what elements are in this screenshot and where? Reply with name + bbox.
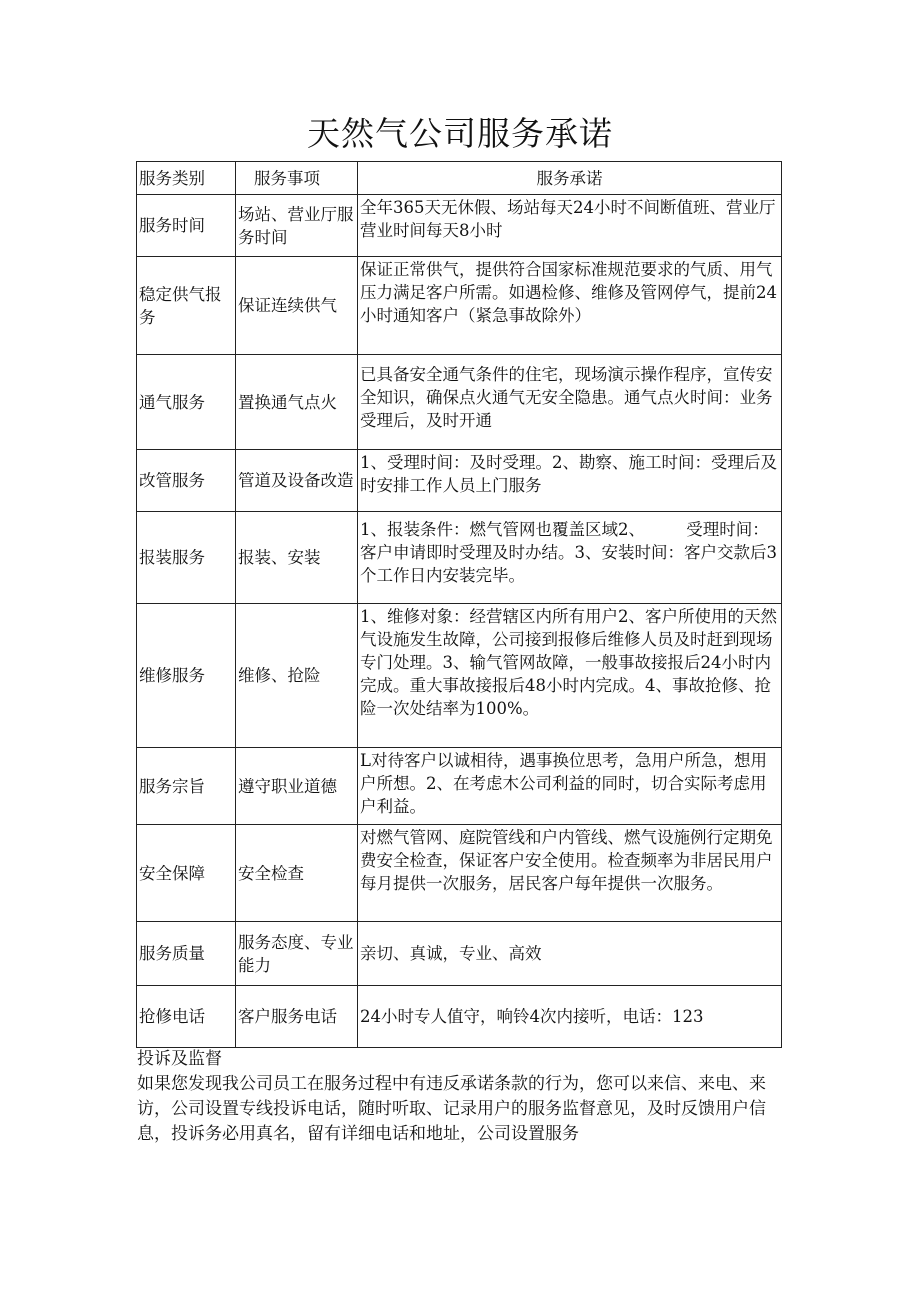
row-category: 通气服务 — [137, 355, 236, 450]
table-row — [137, 195, 782, 257]
page-title: 天然气公司服务承诺 — [307, 114, 613, 153]
header-item: 服务事项 — [236, 162, 358, 195]
table-row — [137, 986, 782, 1048]
table-row — [137, 604, 782, 748]
complaint-body: 如果您发现我公司员工在服务过程中有违反承诺条款的行为，您可以来信、来电、来访，公司设置专线投诉电话，随时听取、记录用户的服务监督意见，及时反馈用户信息，投诉务必用真名，留有详细电话和地址，公司设置服务 — [137, 1074, 766, 1144]
row-item: 维修、抢险 — [236, 604, 358, 748]
row-item: 安全检查 — [236, 825, 358, 922]
row-promise: L对待客户以诚相待，遇事换位思考，急用户所急，想用户所想。2、在考虑木公司利益的同时，切合实际考虑用户利益。 — [358, 748, 782, 825]
row-item: 场站、营业厅服务时间 — [236, 195, 358, 257]
row-promise: 对燃气管网、庭院管线和户内管线、燃气设施例行定期免费安全检查，保证客户安全使用。检查频率为非居民用户每月提供一次服务，居民客户每年提供一次服务。 — [358, 825, 782, 922]
row-item: 遵守职业道德 — [236, 748, 358, 825]
table-row — [137, 450, 782, 512]
row-item: 置换通气点火 — [236, 355, 358, 450]
row-category: 改管服务 — [137, 450, 236, 512]
row-item: 报装、安装 — [236, 512, 358, 604]
row-item: 服务态度、专业能力 — [236, 922, 358, 986]
table-row — [137, 748, 782, 825]
row-promise: 已具备安全通气条件的住宅，现场演示操作程序，宣传安全知识，确保点火通气无安全隐患。通气点火时间：业务受理后，及时开通 — [358, 355, 782, 450]
row-promise: 保证正常供气，提供符合国家标准规范要求的气质、用气压力满足客户所需。如遇检修、维修及管网停气，提前24小时通知客户（紧急事故除外） — [358, 257, 782, 355]
service-commitment-table — [136, 161, 782, 1048]
row-category: 服务质量 — [137, 922, 236, 986]
row-category: 稳定供气报务 — [137, 257, 236, 355]
row-promise: 1、维修对象：经营辖区内所有用户2、客户所使用的天然气设施发生故障，公司接到报修后维修人员及时赶到现场专门处理。3、输气管网故障，一般事故接报后24小时内完成。重大事故接报后48小时内完成。4、事故抢修、抢险一次处结率为100%。 — [358, 604, 782, 748]
header-category: 服务类别 — [137, 162, 236, 195]
row-item: 客户服务电话 — [236, 986, 358, 1048]
table-row — [137, 355, 782, 450]
row-promise: 亲切、真诚，专业、高效 — [358, 922, 782, 986]
complaint-heading: 投诉及监督 — [137, 1049, 222, 1069]
row-promise: 24小时专人值守，响铃4次内接听，电话：123 — [358, 986, 782, 1048]
row-category: 安全保障 — [137, 825, 236, 922]
row-item: 管道及设备改造 — [236, 450, 358, 512]
row-category: 服务时间 — [137, 195, 236, 257]
row-category: 报装服务 — [137, 512, 236, 604]
row-item: 保证连续供气 — [236, 257, 358, 355]
row-promise: 1、受理时间：及时受理。2、勘察、施工时间：受理后及时安排工作人员上门服务 — [358, 450, 782, 512]
table-row — [137, 922, 782, 986]
row-category: 服务宗旨 — [137, 748, 236, 825]
table-row — [137, 825, 782, 922]
table-row — [137, 512, 782, 604]
complaint-section — [137, 1047, 777, 1147]
row-category: 抢修电话 — [137, 986, 236, 1048]
row-promise: 1、报装条件：燃气管网也覆盖区域2、 受理时间：客户申请即时受理及时办结。3、安装时间：客户交款后3个工作日内安装完毕。 — [358, 512, 782, 604]
table-row — [137, 257, 782, 355]
row-promise: 全年365天无休假、场站每天24小时不间断值班、营业厅营业时间每天8小时 — [358, 195, 782, 257]
header-promise: 服务承诺 — [358, 162, 782, 195]
table-header-row — [137, 162, 782, 195]
row-category: 维修服务 — [137, 604, 236, 748]
